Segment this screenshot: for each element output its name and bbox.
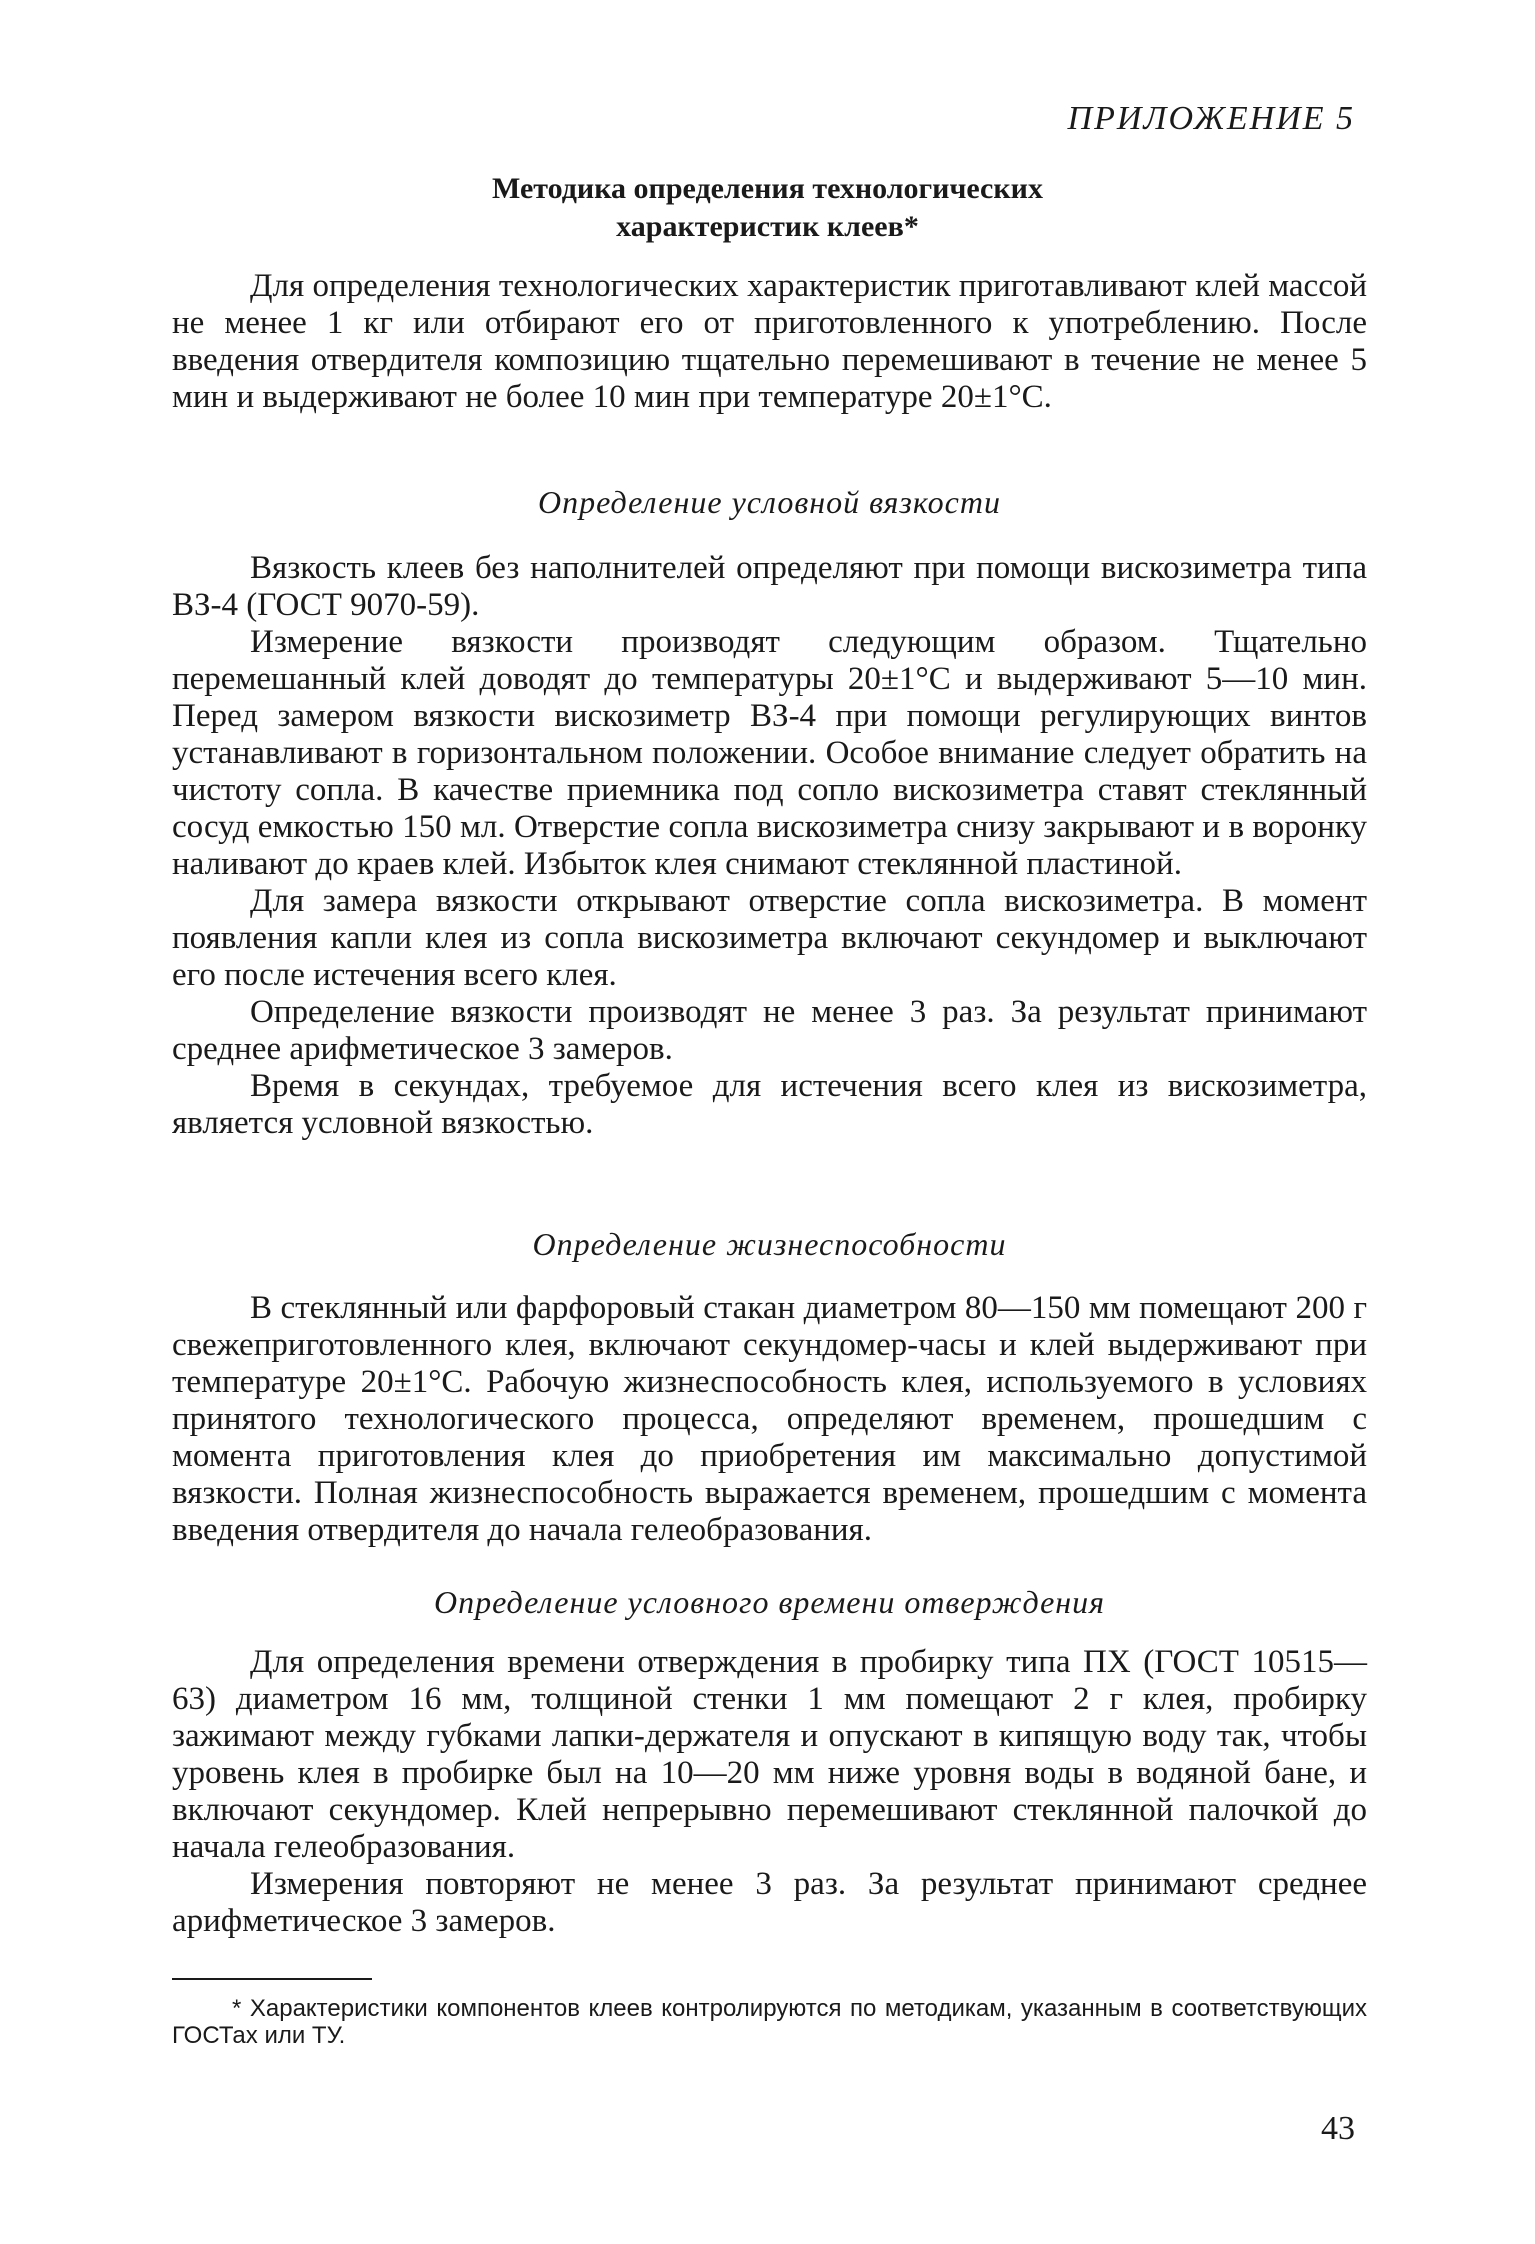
footnote-divider xyxy=(172,1978,372,1980)
footnote-text: * Характеристики компонентов клеев контролируются по методикам, указанным в соответствующих ГОСТах или ТУ. xyxy=(172,1995,1367,2049)
viscosity-section xyxy=(172,550,1367,1142)
section-heading-pot-life: Определение жизнеспособности xyxy=(532,1226,1007,1262)
footnote xyxy=(172,1995,1367,2049)
paragraph: Для определения технологических характеристик приготавливают клей массой не менее 1 кг или отбирают его от приготовленного к употреблению. После введения отвердителя композицию тщательно перемешивают в течение не менее 5 мин и выдерживают не более 10 мин при температуре 20±1°С. xyxy=(172,268,1367,415)
title-line-2: характеристик клеев* xyxy=(616,210,919,243)
paragraph: Определение вязкости производят не менее 3 раз. За результат принимают среднее арифметическое 3 замеров. xyxy=(172,994,1367,1067)
page-number: 43 xyxy=(1321,2110,1355,2147)
paragraph: Измерения повторяют не менее 3 раз. За результат принимают среднее арифметическое 3 замеров. xyxy=(172,1866,1367,1939)
paragraph: Для определения времени отверждения в пробирку типа ПХ (ГОСТ 10515—63) диаметром 16 мм, толщиной стенки 1 мм помещают 2 г клея, пробирку зажимают между губками лапки-держателя и опускают в кипящую воду так, чтобы уровень клея в пробирке был на 10—20 мм ниже уровня воды в водяной бане, и включают секундомер. Клей непрерывно перемешивают стеклянной палочкой до начала гелеобразования. xyxy=(172,1644,1367,1865)
appendix-label: ПРИЛОЖЕНИЕ 5 xyxy=(1067,100,1355,137)
pot-life-section xyxy=(172,1290,1367,1549)
paragraph: Для замера вязкости открывают отверстие сопла вискозиметра. В момент появления капли клея из сопла вискозиметра включают секундомер и выключают его после истечения всего клея. xyxy=(172,883,1367,993)
paragraph: Измерение вязкости производят следующим образом. Тщательно перемешанный клей доводят до температуры 20±1°С и выдерживают 5—10 мин. Перед замером вязкости вискозиметр ВЗ-4 при помощи регулирующих винтов устанавливают в горизонтальном положении. Особое внимание следует обратить на чистоту сопла. В качестве приемника под сопло вискозиметра ставят стеклянный сосуд емкостью 150 мл. Отверстие сопла вискозиметра снизу закрывают и в воронку наливают до краев клей. Избыток клея снимают стеклянной пластиной. xyxy=(172,624,1367,882)
title-line-1: Методика определения технологических xyxy=(492,172,1043,205)
cure-time-section xyxy=(172,1644,1367,1940)
section-heading-cure-time: Определение условного времени отверждения xyxy=(433,1584,1106,1620)
paragraph: Время в секундах, требуемое для истечения всего клея из вискозиметра, является условной вязкостью. xyxy=(172,1068,1367,1141)
section-heading-viscosity: Определение условной вязкости xyxy=(538,484,1001,520)
paragraph: Вязкость клеев без наполнителей определяют при помощи вискозиметра типа ВЗ-4 (ГОСТ 9070-59). xyxy=(172,550,1367,623)
paragraph: В стеклянный или фарфоровый стакан диаметром 80—150 мм помещают 200 г свежеприготовленного клея, включают секундомер-часы и клей выдерживают при температуре 20±1°С. Рабочую жизнеспособность клея, используемого в условиях принятого технологического процесса, определяют временем, прошедшим с момента приготовления клея до приобретения им максимально допустимой вязкости. Полная жизнеспособность выражается временем, прошедшим с момента введения отвердителя до начала гелеобразования. xyxy=(172,1290,1367,1548)
intro-section xyxy=(172,268,1367,416)
page-title xyxy=(170,170,1365,246)
